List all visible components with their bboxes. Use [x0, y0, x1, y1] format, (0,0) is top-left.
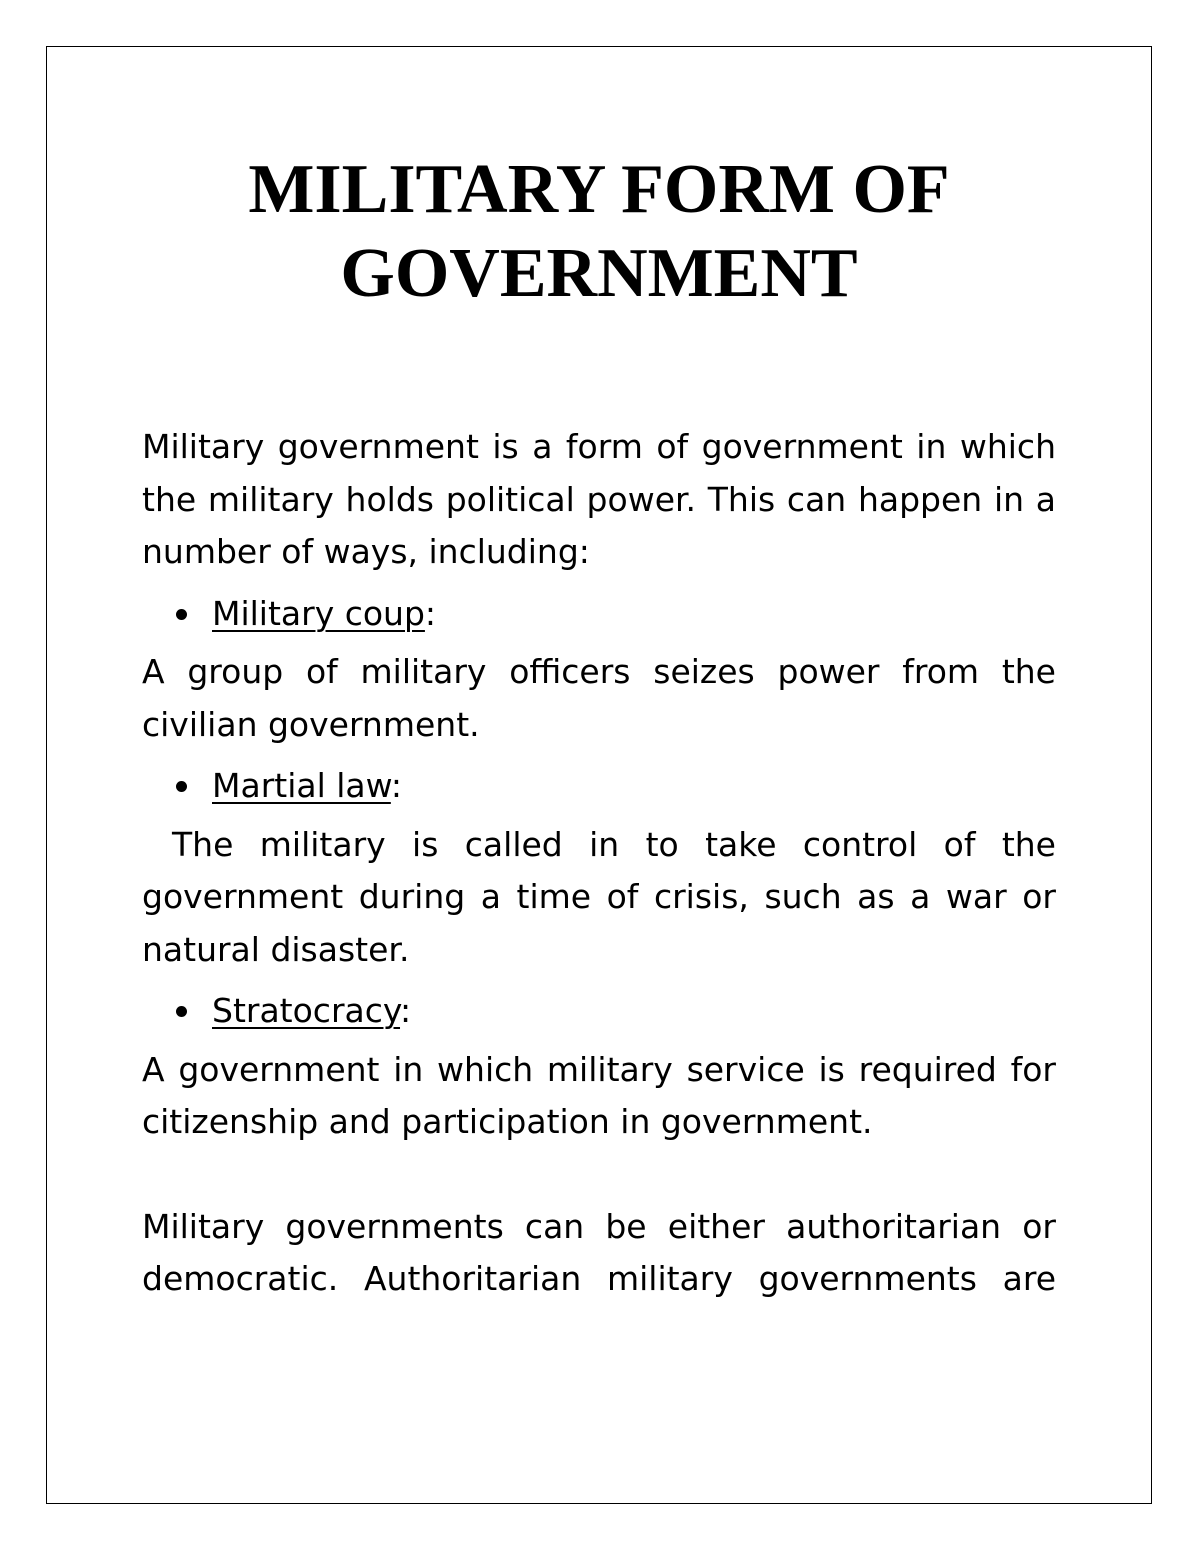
intro-paragraph: Military government is a form of government in which the military holds political power. This can happen in a number of ways, including:: [142, 427, 1056, 571]
document-title: [46, 148, 1152, 316]
bullet-term: Martial law: [212, 766, 391, 805]
bullet-colon: :: [424, 593, 437, 633]
bullet-item-military-coup: [142, 588, 1056, 641]
bullet-item-stratocracy: [142, 985, 1056, 1038]
bullet-colon: :: [390, 766, 402, 805]
bullet-dot-icon: [176, 1006, 187, 1017]
document-body: [142, 421, 1056, 1306]
title-line-2: GOVERNMENT: [340, 235, 858, 312]
bullet-term: Military coup: [212, 593, 425, 633]
bullet-term: Stratocracy: [212, 991, 401, 1030]
bullet-dot-icon: [176, 609, 187, 620]
stratocracy-description: A government in which military service is required for citizenship and participation in government.: [142, 1049, 1056, 1141]
paragraph-spacer: [142, 1149, 1056, 1201]
bullet-colon: :: [400, 991, 412, 1030]
martial-law-description: The military is called in to take control of the government during a time of crisis, such as a war or natural disaster.: [142, 824, 1056, 969]
title-line-1: MILITARY FORM OF: [248, 151, 950, 228]
bullet-dot-icon: [176, 781, 187, 792]
military-coup-description: A group of military officers seizes power from the civilian government.: [142, 652, 1056, 744]
closing-paragraph: Military governments can be either authoritarian or democratic. Authoritarian military governments are: [142, 1206, 1056, 1298]
bullet-item-martial-law: [142, 760, 1056, 813]
